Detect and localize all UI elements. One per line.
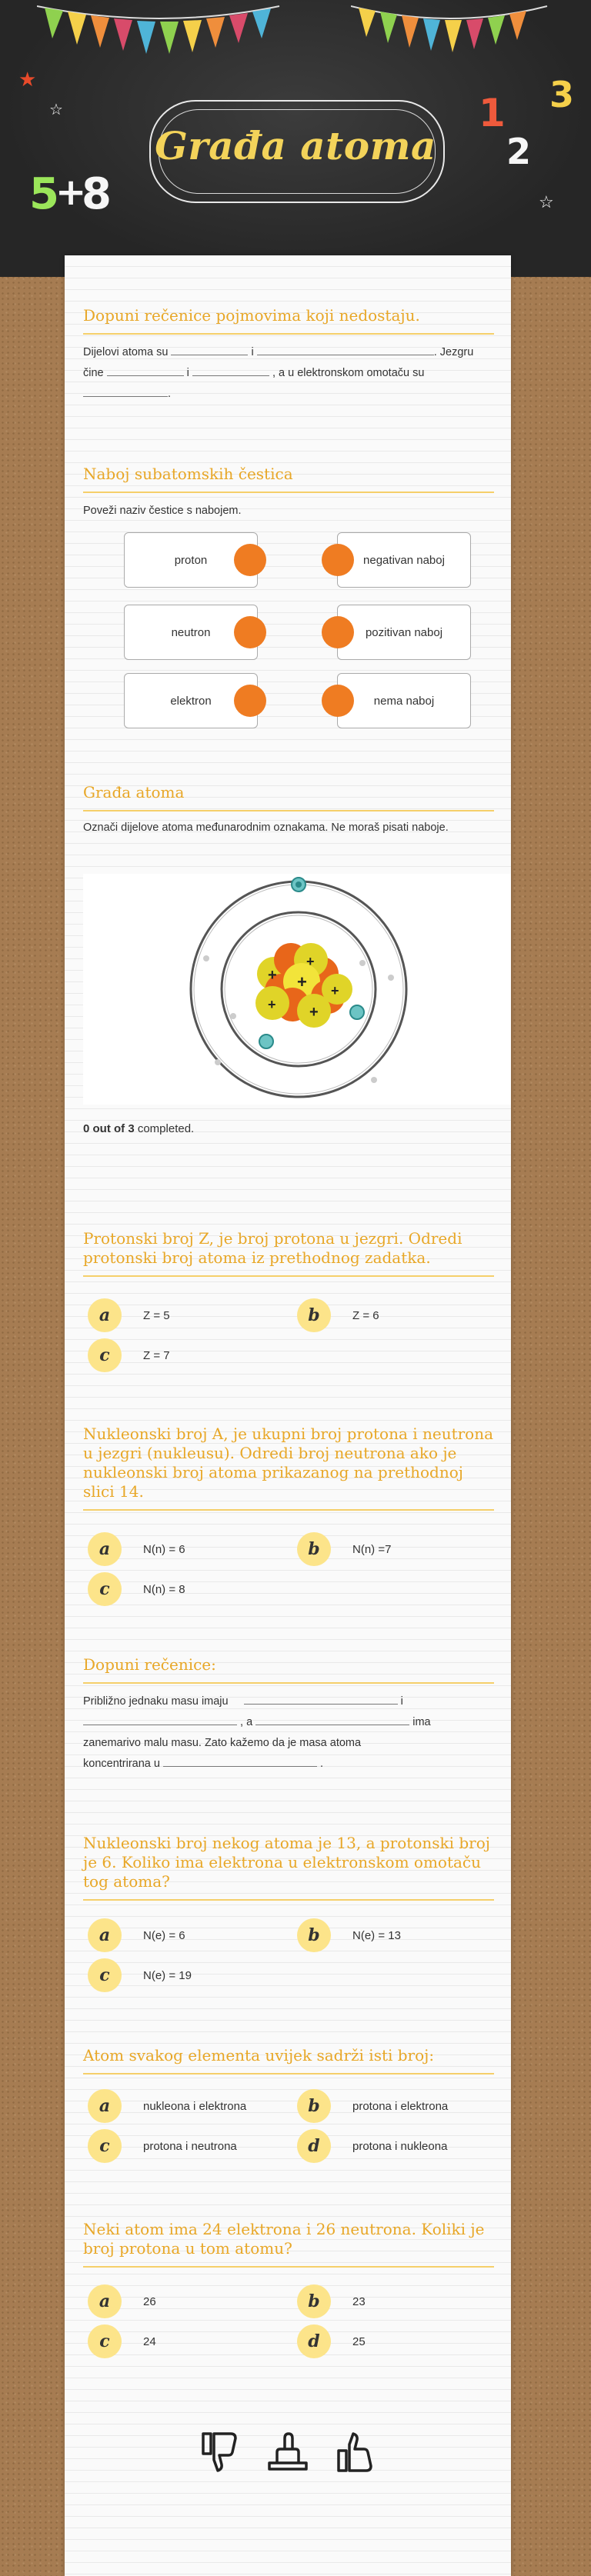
answer-option[interactable] xyxy=(88,1918,185,1952)
text-fragment: , a u elektronskom omotaču su xyxy=(272,367,425,379)
blank-input[interactable] xyxy=(257,342,434,355)
option-letter-badge: c xyxy=(88,2324,122,2358)
answer-option[interactable] xyxy=(297,2129,447,2163)
section-title: Naboj subatomskih čestica xyxy=(83,465,494,493)
question-title: Neki atom ima 24 elektrona i 26 neutrona. Koliki je broj protona u tom atomu? xyxy=(83,2220,494,2268)
answer-option[interactable] xyxy=(88,1532,185,1566)
option-label: Z = 5 xyxy=(143,1308,170,1322)
instruction-text: Označi dijelove atoma međunarodnim oznakama. Ne moraš pisati naboje. xyxy=(83,821,449,834)
bunting-right-icon xyxy=(351,0,551,62)
text-fragment: . xyxy=(168,388,172,400)
answer-option[interactable] xyxy=(88,1572,185,1606)
answer-option[interactable] xyxy=(88,1338,170,1372)
section-title: Građa atoma xyxy=(83,783,494,811)
option-label: 26 xyxy=(143,2294,156,2308)
text-fragment: zanemarivo malu masu. Zato kažemo da je masa atoma xyxy=(83,1737,362,1749)
answer-option[interactable] xyxy=(297,2324,366,2358)
chalk-number: 3 xyxy=(549,74,575,115)
text-fragment: ima xyxy=(412,1716,431,1728)
option-label: protona i neutrona xyxy=(143,2139,237,2153)
chalk-number: 8 xyxy=(82,169,112,219)
text-fragment: čine xyxy=(83,367,104,379)
matching-section xyxy=(83,465,494,726)
option-letter-badge: b xyxy=(297,1918,331,1952)
text-fragment: . Jezgru xyxy=(433,346,474,358)
option-label: 24 xyxy=(143,2334,156,2348)
blank-input[interactable] xyxy=(107,363,184,376)
question-section xyxy=(83,1229,494,1368)
blank-input[interactable] xyxy=(83,384,168,397)
status-count: 0 out of 3 xyxy=(83,1122,135,1135)
star-icon: ☆ xyxy=(49,102,63,118)
option-letter-badge: b xyxy=(297,1532,331,1566)
svg-text:+: + xyxy=(331,983,339,998)
text-fragment: i xyxy=(186,367,189,379)
question-section xyxy=(83,1425,494,1599)
label-atom-section xyxy=(83,783,494,1152)
completion-status xyxy=(83,1118,194,1139)
header-chalkboard xyxy=(0,0,591,277)
option-label: Z = 7 xyxy=(143,1348,170,1362)
question-title: Atom svakog elementa uvijek sadrži isti broj: xyxy=(83,2046,494,2074)
thumbs-up-icon[interactable] xyxy=(332,2429,379,2475)
answer-option[interactable] xyxy=(297,2089,448,2123)
text-fragment: i xyxy=(251,346,254,358)
chalk-number: + xyxy=(55,171,87,214)
text-fragment: i xyxy=(400,1695,403,1708)
answer-option[interactable] xyxy=(297,1532,391,1566)
svg-text:+: + xyxy=(306,954,315,969)
text-fragment: koncentrirana u xyxy=(83,1758,160,1770)
fill-in-text xyxy=(83,1691,494,1775)
answer-option[interactable] xyxy=(88,2284,156,2318)
option-letter-badge: c xyxy=(88,1338,122,1372)
option-letter-badge: b xyxy=(297,2284,331,2318)
star-icon: ★ xyxy=(18,68,37,91)
match-connector-dot[interactable] xyxy=(322,544,354,576)
option-letter-badge: c xyxy=(88,2129,122,2163)
question-section xyxy=(83,2046,494,2169)
option-label: N(n) = 6 xyxy=(143,1542,185,1556)
blank-input[interactable] xyxy=(163,1754,317,1767)
page-title: Građa atoma xyxy=(155,123,436,168)
answer-option[interactable] xyxy=(88,1298,170,1332)
match-item-negative-charge[interactable]: negativan naboj xyxy=(337,532,471,588)
option-label: N(e) = 19 xyxy=(143,1968,192,1982)
answer-option[interactable] xyxy=(88,2089,246,2123)
match-connector-dot[interactable] xyxy=(234,544,266,576)
match-item-positive-charge[interactable]: pozitivan naboj xyxy=(337,605,471,660)
star-icon: ☆ xyxy=(539,192,554,212)
option-letter-badge: c xyxy=(88,1958,122,1992)
option-letter-badge: d xyxy=(297,2129,331,2163)
answer-option[interactable] xyxy=(297,1298,379,1332)
bunting-left-icon xyxy=(37,0,283,62)
option-letter-badge: a xyxy=(88,1532,122,1566)
feedback-icons xyxy=(65,2429,511,2475)
worksheet-paper xyxy=(65,255,511,2576)
question-title: Protonski broj Z, je broj protona u jezgri. Odredi protonski broj atoma iz prethodnog zadatka. xyxy=(83,1229,494,1277)
thumbs-down-icon[interactable] xyxy=(197,2429,243,2475)
svg-text:+: + xyxy=(268,997,276,1012)
option-label: N(e) = 6 xyxy=(143,1928,185,1942)
section-title: Dopuni rečenice pojmovima koji nedostaju. xyxy=(83,306,494,335)
thumbs-sideways-icon[interactable] xyxy=(265,2429,311,2475)
status-text: completed. xyxy=(134,1122,195,1135)
answer-option[interactable] xyxy=(88,1958,192,1992)
chalk-number: 1 xyxy=(479,91,506,135)
match-item-proton[interactable]: proton xyxy=(124,532,258,588)
answer-option[interactable] xyxy=(297,2284,366,2318)
option-label: protona i elektrona xyxy=(352,2099,449,2113)
option-letter-badge: a xyxy=(88,2089,122,2123)
option-label: N(n) = 8 xyxy=(143,1582,185,1596)
option-letter-badge: b xyxy=(297,2089,331,2123)
option-letter-badge: a xyxy=(88,1918,122,1952)
blank-input[interactable] xyxy=(83,1712,237,1725)
atom-diagram[interactable] xyxy=(83,874,511,1105)
answer-option[interactable] xyxy=(297,1918,401,1952)
option-letter-badge: d xyxy=(297,2324,331,2358)
question-title: Nukleonski broj nekog atoma je 13, a protonski broj je 6. Koliko ima elektrona u elektronskom omotaču tog atoma? xyxy=(83,1834,494,1901)
question-section xyxy=(83,2220,494,2358)
svg-text:+: + xyxy=(297,972,307,991)
blank-input[interactable] xyxy=(192,363,269,376)
match-connector-dot[interactable] xyxy=(322,685,354,717)
text-fragment: Približno jednaku masu imaju xyxy=(83,1695,229,1708)
match-item-electron[interactable]: elektron xyxy=(124,673,258,728)
question-section xyxy=(83,1834,494,1988)
match-connector-dot[interactable] xyxy=(234,685,266,717)
match-item-neutron[interactable]: neutron xyxy=(124,605,258,660)
instruction-text: Poveži naziv čestice s nabojem. xyxy=(83,505,242,517)
match-item-no-charge[interactable]: nema naboj xyxy=(337,673,471,728)
blank-input[interactable] xyxy=(255,1712,409,1725)
option-letter-badge: c xyxy=(88,1572,122,1606)
text-fragment: Dijelovi atoma su xyxy=(83,346,169,358)
option-label: N(n) =7 xyxy=(352,1542,392,1556)
svg-text:+: + xyxy=(309,1004,319,1021)
text-fragment: , a xyxy=(240,1716,253,1728)
option-letter-badge: a xyxy=(88,2284,122,2318)
fill-in-section xyxy=(83,1655,494,1778)
svg-text:+: + xyxy=(268,967,277,984)
option-label: Z = 6 xyxy=(352,1308,379,1322)
option-letter-badge: a xyxy=(88,1298,122,1332)
option-label: 25 xyxy=(352,2334,366,2348)
blank-input[interactable] xyxy=(171,342,248,355)
option-label: protona i nukleona xyxy=(352,2139,448,2153)
option-label: 23 xyxy=(352,2294,366,2308)
chalk-number: 2 xyxy=(506,131,532,172)
answer-option[interactable] xyxy=(88,2324,156,2358)
option-letter-badge: b xyxy=(297,1298,331,1332)
section-title: Dopuni rečenice: xyxy=(83,1655,494,1684)
fill-in-section xyxy=(83,306,494,405)
option-label: N(e) = 13 xyxy=(352,1928,401,1942)
chalk-number: 5 xyxy=(29,169,59,219)
text-fragment: . xyxy=(320,1758,324,1770)
match-connector-dot[interactable] xyxy=(322,616,354,648)
blank-input[interactable] xyxy=(244,1691,398,1705)
question-title: Nukleonski broj A, je ukupni broj protona i neutrona u jezgri (nukleusu). Odredi broj neutrona ako je nukleonski broj atoma prikazanog na prethodnoj slici 14. xyxy=(83,1425,494,1511)
fill-in-text xyxy=(83,342,494,405)
answer-option[interactable] xyxy=(88,2129,237,2163)
atom-model-icon xyxy=(83,874,511,1105)
match-connector-dot[interactable] xyxy=(234,616,266,648)
option-label: nukleona i elektrona xyxy=(143,2099,247,2113)
